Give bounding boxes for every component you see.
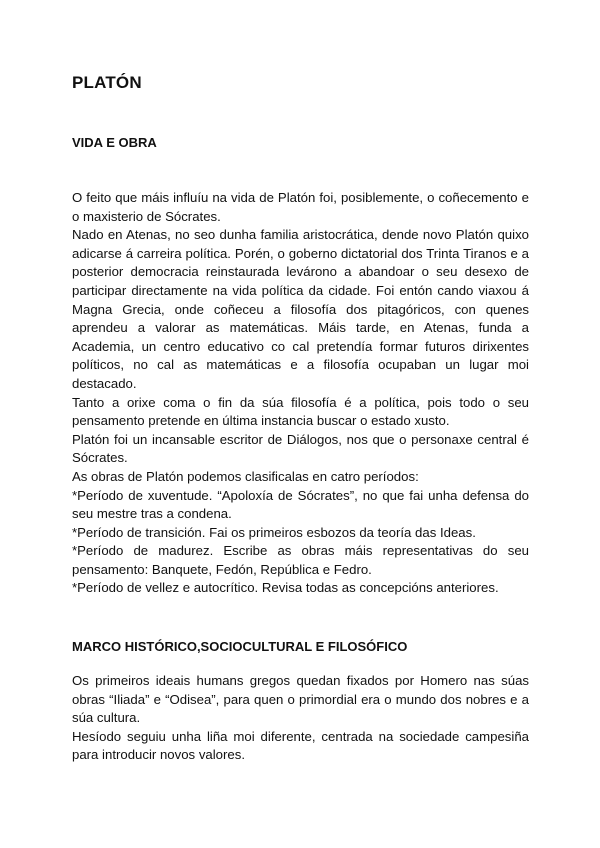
paragraph: Nado en Atenas, no seo dunha familia aristocrática, dende novo Platón quixo adicarse á carreira política. Porén, o goberno dictatorial dos Trinta Tiranos e a posterior democracia reinstaurada levárono a abandoar o seu desexo de participar directamente na vida política da cidade. Foi entón cando viaxou á Magna Grecia, onde coñeceu a filosofía dos pitagóricos, con quenes aprendeu a valorar as matemáticas. Máis tarde, en Atenas, funda a Academia, un centro educativo co cal pretendía formar futuros dirixentes políticos, no cal as matemáticas e a filosofía ocupaban un lugar moi destacado. [72, 227, 529, 391]
paragraph: O feito que máis influíu na vida de Platón foi, posiblemente, o coñecemento e o maxisterio de Sócrates. [72, 190, 529, 224]
list-item-period: *Período de vellez e autocrítico. Revisa todas as concepcións anteriores. [72, 580, 499, 596]
paragraph: Platón foi un incansable escritor de Diálogos, nos que o personaxe central é Sócrates. [72, 431, 529, 466]
paragraph: As obras de Platón podemos clasificalas en catro períodos: [72, 468, 419, 484]
paragraph: Os primeiros ideais humans gregos quedan fixados por Homero nas súas obras “Iliada” e “Odisea”, para quen o primordial era o mundo dos nobres e a súa cultura. [72, 673, 529, 726]
paragraph: Tanto a orixe coma o fin da súa filosofía é a política, pois todo o seu pensamento pretende en última instancia buscar o estado xusto. [72, 394, 529, 429]
section-body-vida-e-obra [72, 189, 529, 598]
list-item-period: *Período de transición. Fai os primeiros esbozos da teoría das Ideas. [72, 524, 476, 540]
list-item-period: *Período de xuventude. “Apoloxía de Sócrates”, no que fai unha defensa do seu mestre tras a condena. [72, 487, 529, 522]
section-heading-vida-e-obra: VIDA E OBRA [72, 135, 157, 150]
section-heading-marco-historico: MARCO HISTÓRICO,SOCIOCULTURAL E FILOSÓFICO [72, 639, 408, 654]
document-title: PLATÓN [72, 73, 142, 92]
paragraph: Hesíodo seguiu unha liña moi diferente, centrada na sociedade campesiña para introducir novos valores. [72, 728, 529, 763]
section-body-marco-historico [72, 672, 529, 765]
list-item-period: *Período de madurez. Escribe as obras máis representativas do seu pensamento: Banquete, Fedón, República e Fedro. [72, 543, 529, 577]
